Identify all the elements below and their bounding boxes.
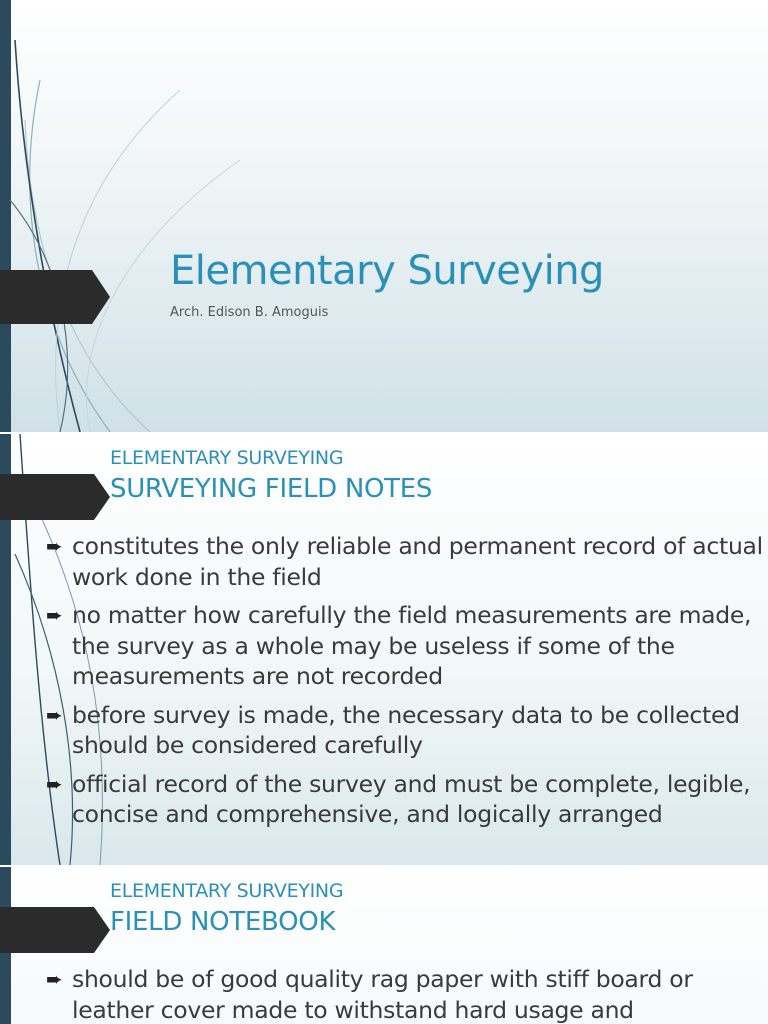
right-pointing-hand-icon: ➨ [46, 967, 63, 991]
list-item: ➨ before survey is made, the necessary data to be collected should be considered carefully [46, 700, 740, 759]
field-notebook-slide [0, 867, 768, 1024]
slide-kicker: ELEMENTARY SURVEYING [110, 447, 344, 469]
slide-title: FIELD NOTEBOOK [110, 907, 336, 937]
bullet-list [46, 964, 766, 1024]
list-item: ➨ should be of good quality rag paper with stiff board or leather cover made to withstand hard usage and [46, 965, 693, 1024]
list-item: ➨ no matter how carefully the field measurements are made, the survey as a whole may be useless if some of the measurements are not recorded [46, 601, 752, 690]
title-tab-shape [0, 474, 112, 520]
decorative-swirl-lines [0, 0, 768, 432]
presentation-title: Elementary Surveying [170, 248, 604, 294]
list-item: ➨ constitutes the only reliable and permanent record of actual work done in the field [46, 532, 763, 591]
field-notes-slide [0, 434, 768, 865]
presentation-author: Arch. Edison B. Amoguis [170, 305, 329, 320]
right-pointing-hand-icon: ➨ [46, 702, 63, 727]
title-tab-shape [0, 907, 112, 953]
slide-kicker: ELEMENTARY SURVEYING [110, 880, 344, 902]
right-pointing-hand-icon: ➨ [46, 534, 63, 558]
slide-title: SURVEYING FIELD NOTES [110, 474, 433, 504]
list-item: ➨ official record of the survey and must be complete, legible, concise and comprehensive, and logically arranged [46, 769, 751, 828]
bullet-list [46, 531, 766, 838]
right-pointing-hand-icon: ➨ [46, 771, 63, 796]
right-pointing-hand-icon: ➨ [46, 603, 63, 627]
title-tab-shape [0, 270, 112, 324]
title-slide [0, 0, 768, 432]
